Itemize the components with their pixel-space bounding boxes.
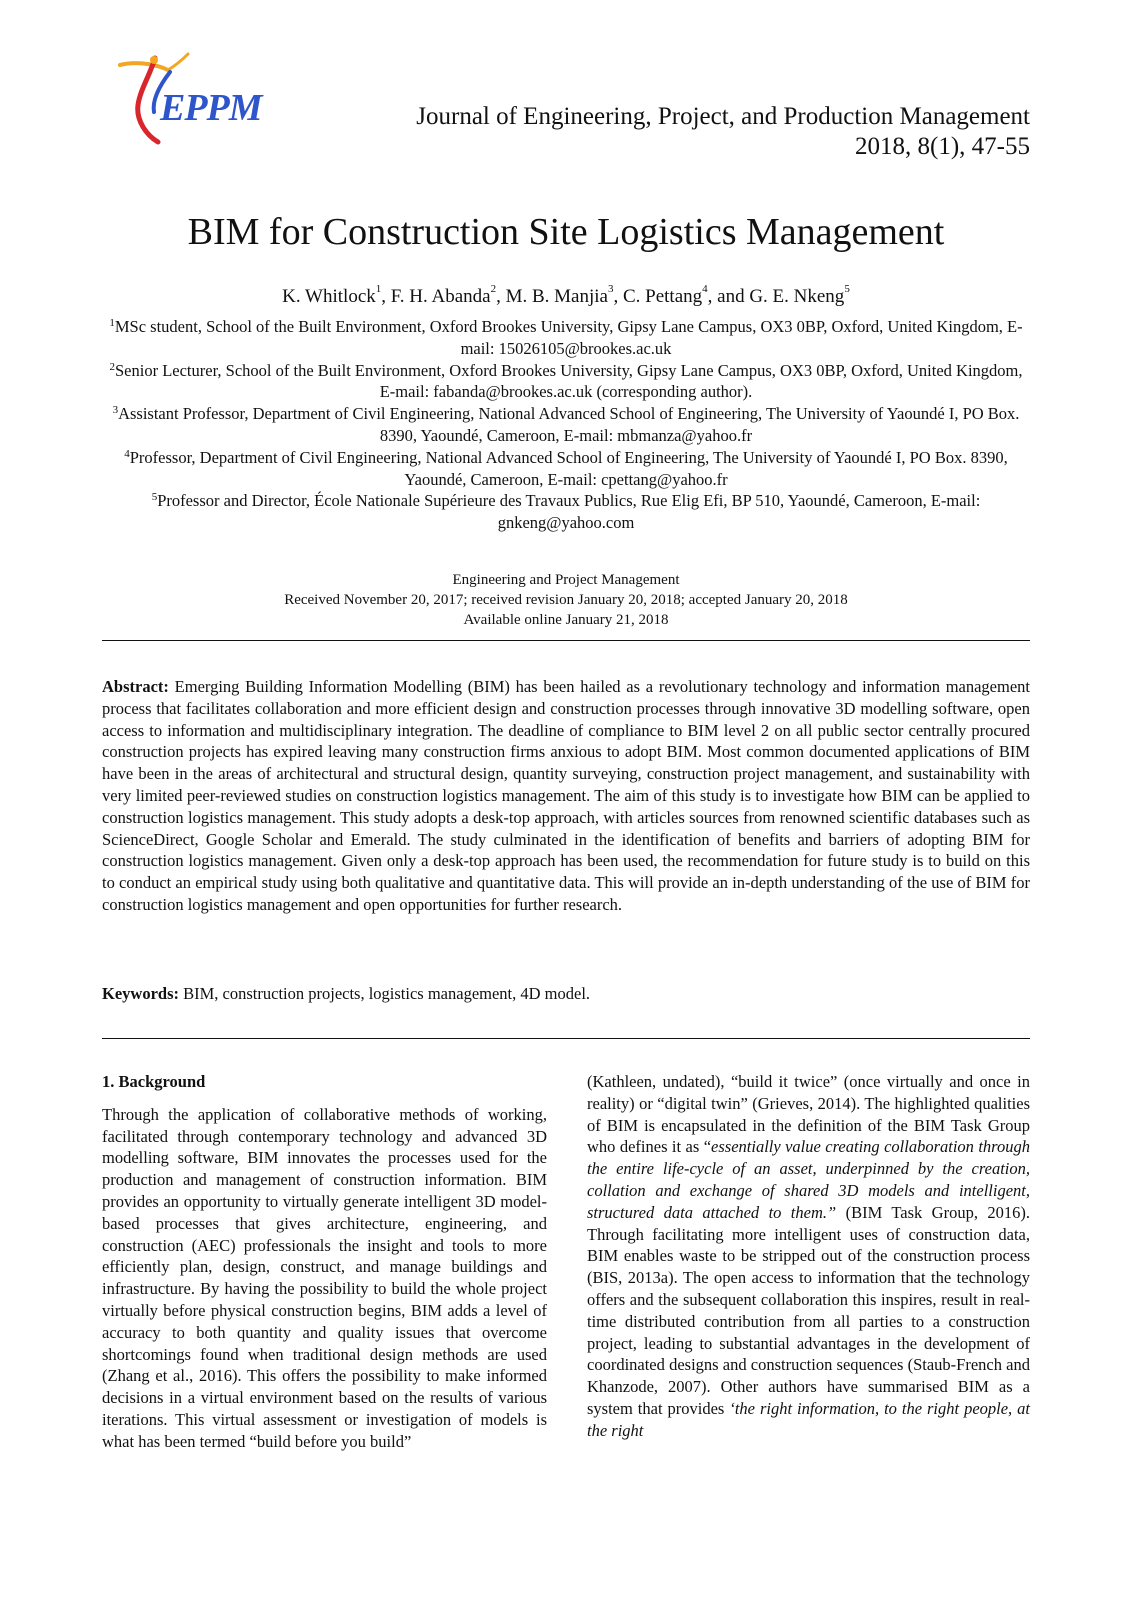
body-paragraph: Through the application of collaborative methods of working, facilitated through contemporary technology and advanced 3D modelling software, BIM innovates the processes used for the production and management of construction information. BIM provides an opportunity to virtually generate intelligent 3D model-based processes that gives architecture, engineering, and construction (AEC) professionals the insight and tools to more efficiently plan, design, construct, and manage buildings and infrastructure. By having the possibility to build the whole project virtually before physical construction begins, BIM adds a level of accuracy to both quantity and quality issues that overcome shortcomings found when traditional design methods are used (Zhang et al., 2016). This offers the possibility to make informed decisions in a virtual environment based on the results of various iterations. This virtual assessment or investigation of models is what has been termed “build before you build” bbox=[102, 1104, 547, 1451]
keywords-text: BIM, construction projects, logistics management, 4D model. bbox=[183, 984, 591, 1003]
body-right-column bbox=[587, 1071, 1030, 1442]
affiliation-sup: 3 bbox=[112, 404, 119, 417]
body-paragraph bbox=[587, 1071, 1030, 1442]
abstract-label: Abstract: bbox=[102, 677, 169, 696]
journal-issue: 2018, 8(1), 47-55 bbox=[855, 133, 1030, 160]
journal-header bbox=[416, 102, 1030, 162]
affiliation-sup: 4 bbox=[124, 447, 130, 460]
author-sep: , bbox=[381, 286, 391, 307]
abstract bbox=[102, 676, 1030, 916]
author-sup: 4 bbox=[702, 283, 708, 295]
affiliation bbox=[102, 316, 1030, 360]
affiliation-text: Professor, Department of Civil Engineering, National Advanced School of Engineering, The University of Yaoundé I, PO Box. 8390, Yaoundé, Cameroon, E-mail: cpettang@yahoo.fr bbox=[129, 447, 1008, 489]
author-sup: 3 bbox=[607, 283, 614, 295]
affiliation-sup: 2 bbox=[109, 360, 115, 373]
body-quote: ‘the right information, to the right people, at the right bbox=[587, 1398, 1030, 1440]
article-dates bbox=[0, 570, 1132, 630]
journal-name: Journal of Engineering, Project, and Production Management bbox=[416, 103, 1030, 130]
affiliation-text: MSc student, School of the Built Environment, Oxford Brookes University, Gipsy Lane Campus, OX3 0BP, Oxford, United Kingdom, E-mail: 15026105@brookes.ac.uk bbox=[114, 317, 1023, 358]
author-sup: 2 bbox=[490, 283, 497, 295]
keywords-label: Keywords: bbox=[102, 984, 179, 1003]
article-history: Received November 20, 2017; received revision January 20, 2018; accepted January 20, 2018 bbox=[284, 592, 848, 608]
body-left-column bbox=[102, 1071, 547, 1453]
article-category: Engineering and Project Management bbox=[452, 572, 680, 588]
author-name: K. Whitlock bbox=[282, 286, 376, 307]
affiliation bbox=[102, 403, 1030, 447]
affiliation-text: Professor and Director, École Nationale Supérieure des Travaux Publics, Rue Elig Efi, BP 510, Yaoundé, Cameroon, E-mail: gnkeng@yahoo.com bbox=[157, 491, 981, 533]
author-name: F. H. Abanda bbox=[390, 286, 491, 307]
affiliation bbox=[102, 360, 1030, 404]
author-name: C. Pettang bbox=[622, 286, 703, 307]
affiliation-text: Assistant Professor, Department of Civil Engineering, National Advanced School of Engineering, The University of Yaoundé I, PO Box. 8390, Yaoundé, Cameroon, E-mail: mbmanza@yahoo.fr bbox=[118, 404, 1020, 445]
keywords bbox=[102, 983, 1030, 1005]
affiliation-text: Senior Lecturer, School of the Built Environment, Oxford Brookes University, Gipsy Lane Campus, OX3 0BP, Oxford, United Kingdom, E-mail: fabanda@brookes.ac.uk (corresponding author). bbox=[115, 360, 1023, 402]
body-quote: essentially value creating collaboration through the entire life-cycle of an asset, underpinned by the creation, collation and exchange of shared 3D models and intelligent, structured data attached to them.” bbox=[587, 1137, 1030, 1222]
affiliation bbox=[102, 490, 1030, 534]
author-list bbox=[0, 283, 1132, 308]
affiliations bbox=[102, 316, 1030, 534]
eppm-logo bbox=[110, 50, 290, 150]
logo-text: EPPM bbox=[160, 87, 262, 129]
section-heading: 1. Background bbox=[102, 1072, 206, 1091]
affiliation-sup: 5 bbox=[151, 491, 158, 504]
divider-top bbox=[102, 640, 1030, 641]
author-sup: 5 bbox=[844, 283, 850, 295]
author-sep: , bbox=[496, 286, 506, 307]
author-sep: , and bbox=[707, 286, 750, 307]
author-sep: , bbox=[613, 286, 623, 307]
affiliation-sup: 1 bbox=[109, 317, 115, 329]
divider-bottom bbox=[102, 1038, 1030, 1039]
author-name: M. B. Manjia bbox=[505, 286, 608, 307]
body-text: (Kathleen, undated), “build it twice” (once virtually and once in reality) or “digital twin” (Grieves, 2014). The highlighted qualities of BIM is encapsulated in the definition of the BIM Task Group who defines it as “ bbox=[587, 1072, 1030, 1157]
affiliation bbox=[102, 447, 1030, 491]
body-text: (BIM Task Group, 2016). Through facilitating more intelligent uses of construction data, BIM enables waste to be stripped out of the construction process (BIS, 2013a). The open access to information that the technology offers and the subsequent collaboration this inspires, result in real-time distributed contribution from all parties to a construction project, leading to substantial advantages in the development of coordinated designs and construction sequences (Staub-French and Khanzode, 2007). Other authors have summarised BIM as a system that provides bbox=[587, 1202, 1030, 1418]
author-name: G. E. Nkeng bbox=[749, 286, 845, 307]
author-sup: 1 bbox=[375, 283, 382, 295]
paper-title: BIM for Construction Site Logistics Management bbox=[187, 211, 945, 253]
abstract-text: Emerging Building Information Modelling (BIM) has been hailed as a revolutionary technology and information management process that facilitates collaboration and more efficient design and construction processes through innovative 3D modelling software, open access to information and multidisciplinary integration. The deadline of compliance to BIM level 2 on all public sector centrally procured construction projects has expired leaving many construction firms anxious to adopt BIM. Most common documented applications of BIM have been in the areas of architectural and structural design, quantity surveying, construction project management, and sustainability with very limited peer-reviewed studies on construction logistics management. The aim of this study is to investigate how BIM can be applied to construction logistics management. This study adopts a desk-top approach, with articles sources from renowned scientific databases such as ScienceDirect, Google Scholar and Emerald. The study culminated in the identification of benefits and barriers of adopting BIM for construction logistics management. Given only a desk-top approach has been used, the recommendation for future study is to build on this to conduct an empirical study using both qualitative and quantitative data. This will provide an in-depth understanding of the use of BIM for construction logistics management and open opportunities for further research. bbox=[102, 677, 1031, 914]
article-online: Available online January 21, 2018 bbox=[463, 612, 669, 628]
